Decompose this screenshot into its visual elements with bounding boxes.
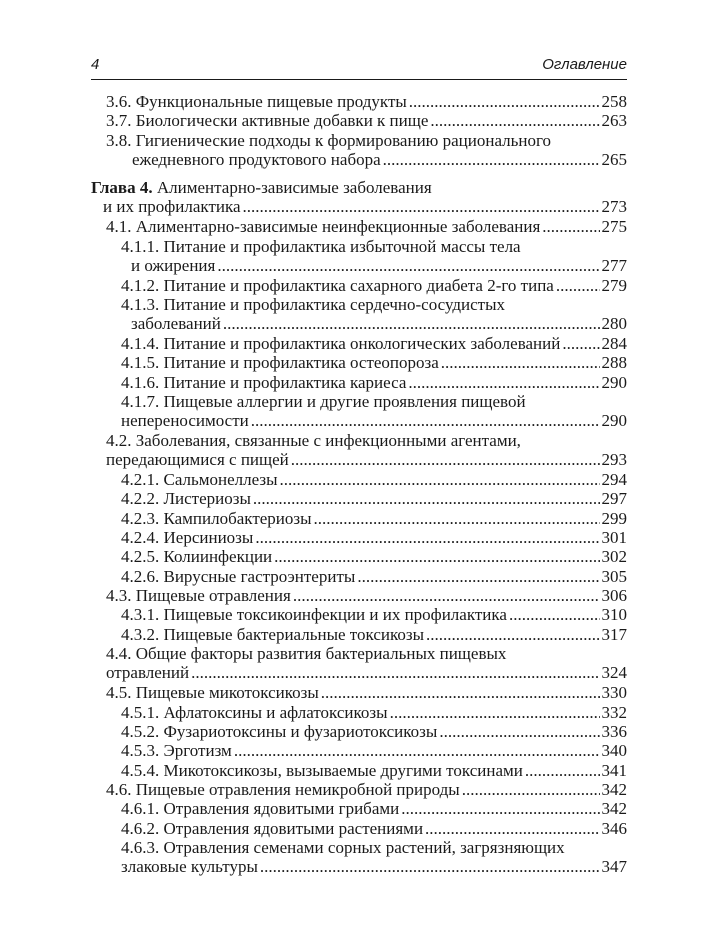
toc-entry	[121, 334, 627, 353]
leader-dots	[314, 509, 600, 528]
toc-entry	[121, 703, 627, 722]
toc-entry	[121, 799, 627, 818]
toc-entry-title: 4.5. Пищевые микотоксикозы	[106, 683, 319, 702]
leader-dots	[223, 314, 600, 333]
toc-entry-title: 4.6.1. Отравления ядовитыми грибами	[121, 799, 400, 818]
toc-page-number: 302	[601, 547, 627, 566]
toc-entry-title: 4.4. Общие факторы развития бактериальных пищевых	[106, 644, 507, 663]
leader-dots	[542, 217, 599, 236]
toc-entry	[121, 489, 627, 508]
toc-entry	[121, 509, 627, 528]
leader-dots	[426, 625, 599, 644]
toc-entry	[121, 761, 627, 780]
toc-page-number: 258	[601, 92, 627, 111]
toc-entry	[106, 683, 627, 702]
leader-dots	[430, 111, 599, 130]
toc-entry	[121, 838, 627, 876]
toc-entry	[121, 547, 627, 566]
toc-entry-title: и их профилактика	[103, 197, 241, 216]
toc-page-number: 277	[601, 256, 627, 275]
toc-entry	[106, 217, 627, 236]
leader-dots	[280, 470, 600, 489]
toc-entry	[106, 111, 627, 130]
leader-dots	[251, 411, 600, 430]
toc-entry-title: 4.5.4. Микотоксикозы, вызываемые другими токсинами	[121, 761, 523, 780]
toc-page-number: 347	[601, 857, 627, 876]
toc-entry	[121, 276, 627, 295]
leader-dots	[401, 799, 599, 818]
leader-dots	[509, 605, 600, 624]
leader-dots	[409, 92, 600, 111]
toc-page-number: 299	[601, 509, 627, 528]
leader-dots	[525, 761, 600, 780]
toc-entry	[121, 295, 627, 333]
toc-entry-title: 3.8. Гигиенические подходы к формированию рационального	[106, 131, 552, 150]
toc-page-number: 297	[601, 489, 627, 508]
toc-entry	[121, 625, 627, 644]
toc-entry-title: 4.2.2. Листериозы	[121, 489, 251, 508]
leader-dots	[462, 780, 600, 799]
toc-page-number: 293	[601, 450, 627, 469]
toc-page-number: 330	[601, 683, 627, 702]
toc-entry	[121, 567, 627, 586]
toc-entry	[121, 741, 627, 760]
toc-page-number: 310	[601, 605, 627, 624]
leader-dots	[260, 857, 600, 876]
toc-entry	[121, 722, 627, 741]
toc-entry-title: 4.2.1. Сальмонеллезы	[121, 470, 278, 489]
leader-dots	[408, 373, 599, 392]
toc-entry-title: 4.1.1. Питание и профилактика избыточной массы тела	[121, 237, 521, 256]
toc-entry	[106, 92, 627, 111]
toc-page-number: 341	[601, 761, 627, 780]
toc-page-number: 279	[601, 276, 627, 295]
toc-entry-title: 4.2.3. Кампилобактериозы	[121, 509, 312, 528]
toc-page-number: 346	[601, 819, 627, 838]
toc-page-number: 317	[601, 625, 627, 644]
leader-dots	[556, 276, 600, 295]
toc-entry	[106, 780, 627, 799]
leader-dots	[243, 197, 600, 216]
toc-entry-title: передающимися с пищей	[106, 450, 289, 469]
leader-dots	[291, 450, 600, 469]
toc-page-number: 301	[601, 528, 627, 547]
toc-page-number: 306	[601, 586, 627, 605]
toc-page-number: 273	[601, 197, 627, 216]
toc-entry	[106, 644, 627, 682]
toc-page-number: 305	[601, 567, 627, 586]
toc-entry	[91, 178, 627, 216]
toc-entry-title: 4.5.1. Афлатоксины и афлатоксикозы	[121, 703, 388, 722]
toc-entry-title: злаковые культуры	[121, 857, 258, 876]
toc-entry-title: 3.7. Биологически активные добавки к пище	[106, 111, 429, 130]
toc-entry-title: 4.5.3. Эрготизм	[121, 741, 232, 760]
leader-dots	[191, 663, 599, 682]
toc-entry-title: 3.6. Функциональные пищевые продукты	[106, 92, 407, 111]
running-title: Оглавление	[542, 56, 627, 73]
toc-entry	[121, 528, 627, 547]
toc-page-number: 290	[601, 373, 627, 392]
toc-page-number: 280	[601, 314, 627, 333]
toc-entry-title: 4.1. Алиментарно-зависимые неинфекционные заболевания	[106, 217, 541, 236]
toc-entry-title: 4.2.5. Колиинфекции	[121, 547, 273, 566]
toc-entry-title: заболеваний	[131, 314, 221, 333]
leader-dots	[253, 489, 600, 508]
leader-dots	[255, 528, 599, 547]
toc-page-number: 263	[601, 111, 627, 130]
toc-entry-title: 4.3. Пищевые отравления	[106, 586, 291, 605]
toc-entry-title: 4.1.4. Питание и профилактика онкологических заболеваний	[121, 334, 561, 353]
toc-entry-title: 4.3.2. Пищевые бактериальные токсикозы	[121, 625, 425, 644]
toc-page-number: 275	[601, 217, 627, 236]
toc-entry-title: 4.1.7. Пищевые аллергии и другие проявления пищевой	[121, 392, 526, 411]
toc-page-number: 340	[601, 741, 627, 760]
toc-entry	[121, 353, 627, 372]
toc-entry-title: 4.2. Заболевания, связанные с инфекционными агентами,	[106, 431, 521, 450]
toc-entry	[121, 392, 627, 430]
leader-dots	[425, 819, 599, 838]
toc-page-number: 265	[601, 150, 627, 169]
leader-dots	[439, 722, 599, 741]
toc-entry-title: и ожирения	[131, 256, 216, 275]
toc-entry-title: ежедневного продуктового набора	[132, 150, 381, 169]
leader-dots	[234, 741, 600, 760]
leader-dots	[217, 256, 599, 275]
toc-entry-title: 4.2.6. Вирусные гастроэнтериты	[121, 567, 356, 586]
toc-entry	[106, 131, 627, 169]
toc-page-number: 324	[601, 663, 627, 682]
page-header	[91, 51, 627, 80]
toc-page-number: 290	[601, 411, 627, 430]
toc-entry-title: 4.3.1. Пищевые токсикоинфекции и их профилактика	[121, 605, 507, 624]
toc-entry	[121, 470, 627, 489]
toc-entry-title: Глава 4. Алиментарно-зависимые заболевания	[91, 178, 432, 197]
leader-dots	[383, 150, 600, 169]
toc-page-number: 336	[601, 722, 627, 741]
toc-entry-title: 4.1.3. Питание и профилактика сердечно-сосудистых	[121, 295, 506, 314]
toc-entry-title: 4.2.4. Иерсиниозы	[121, 528, 254, 547]
toc-entry	[121, 605, 627, 624]
leader-dots	[441, 353, 600, 372]
toc-entry-title: 4.1.6. Питание и профилактика кариеса	[121, 373, 407, 392]
toc-entry-title: 4.6.3. Отравления семенами сорных растений, загрязняющих	[121, 838, 565, 857]
leader-dots	[293, 586, 600, 605]
leader-dots	[390, 703, 600, 722]
leader-dots	[274, 547, 599, 566]
toc-entry-title: отравлений	[106, 663, 190, 682]
toc-page-number: 332	[601, 703, 627, 722]
toc-entry-title: 4.1.2. Питание и профилактика сахарного диабета 2-го типа	[121, 276, 554, 295]
toc-entry	[121, 819, 627, 838]
page-number: 4	[91, 56, 100, 73]
toc-page-number: 284	[601, 334, 627, 353]
leader-dots	[321, 683, 600, 702]
toc-page-number: 294	[601, 470, 627, 489]
toc-entry-title: непереносимости	[121, 411, 249, 430]
toc-entry-title: 4.6. Пищевые отравления немикробной природы	[106, 780, 460, 799]
toc-entry-title: 4.1.5. Питание и профилактика остеопороза	[121, 353, 439, 372]
toc-page-number: 342	[601, 780, 627, 799]
toc-entry-title: 4.5.2. Фузариотоксины и фузариотоксикозы	[121, 722, 438, 741]
toc-entry	[121, 237, 627, 275]
toc-page-number: 288	[601, 353, 627, 372]
leader-dots	[357, 567, 599, 586]
leader-dots	[562, 334, 599, 353]
toc-entry	[106, 586, 627, 605]
chapter-label: Глава 4.	[91, 178, 153, 197]
toc-entry-title: 4.6.2. Отравления ядовитыми растениями	[121, 819, 424, 838]
toc-entry	[106, 431, 627, 469]
toc-entry	[121, 373, 627, 392]
toc-page-number: 342	[601, 799, 627, 818]
